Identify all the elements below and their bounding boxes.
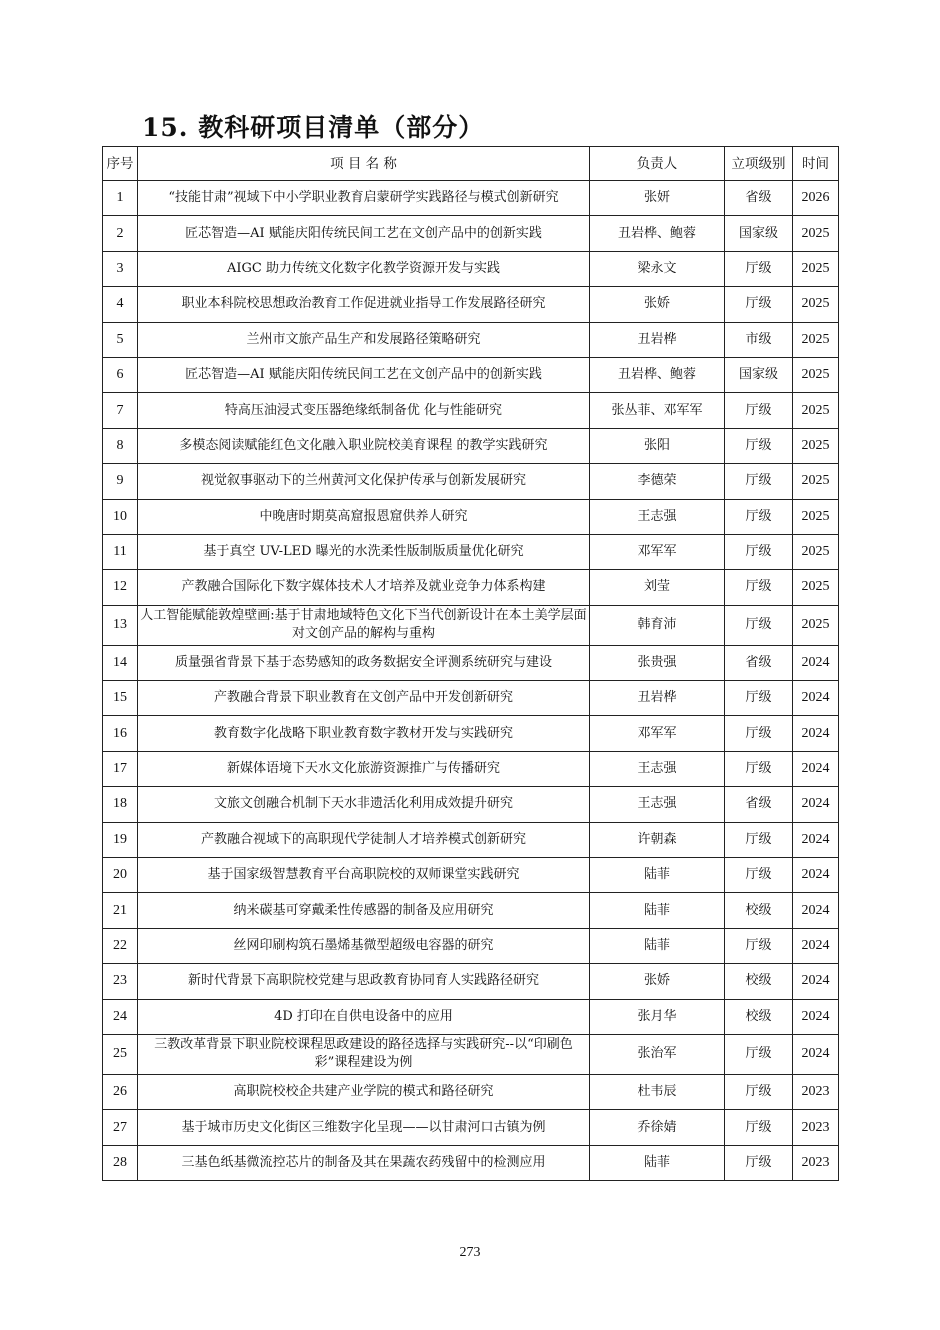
table-row xyxy=(103,357,839,392)
cell-no: 24 xyxy=(103,999,138,1034)
table-row xyxy=(103,464,839,499)
cell-title: 纳米碳基可穿戴柔性传感器的制备及应用研究 xyxy=(138,893,590,928)
cell-year: 2026 xyxy=(793,181,839,216)
page-heading: 15. 教科研项目清单（部分） xyxy=(142,113,485,142)
cell-title: 教育数字化战略下职业教育数字教材开发与实践研究 xyxy=(138,716,590,751)
cell-no: 16 xyxy=(103,716,138,751)
cell-title: 基于城市历史文化街区三维数字化呈现——以甘肃河口古镇为例 xyxy=(138,1110,590,1145)
cell-lead: 张娇 xyxy=(590,964,725,999)
cell-lead: 张治军 xyxy=(590,1034,725,1074)
cell-year: 2023 xyxy=(793,1110,839,1145)
cell-level: 厅级 xyxy=(725,751,793,786)
cell-title: 三教改革背景下职业院校课程思政建设的路径选择与实践研究--以“印刷色彩”课程建设为例 xyxy=(138,1034,590,1074)
cell-no: 28 xyxy=(103,1145,138,1180)
cell-title: 兰州市文旅产品生产和发展路径策略研究 xyxy=(138,322,590,357)
cell-year: 2025 xyxy=(793,287,839,322)
cell-title: 新时代背景下高职院校党建与思政教育协同育人实践路径研究 xyxy=(138,964,590,999)
cell-lead: 张丛菲、邓军军 xyxy=(590,393,725,428)
cell-level: 厅级 xyxy=(725,1074,793,1109)
cell-level: 国家级 xyxy=(725,216,793,251)
cell-level: 厅级 xyxy=(725,1145,793,1180)
cell-no: 18 xyxy=(103,787,138,822)
cell-year: 2024 xyxy=(793,964,839,999)
cell-level: 国家级 xyxy=(725,357,793,392)
cell-lead: 张娇 xyxy=(590,287,725,322)
cell-year: 2025 xyxy=(793,464,839,499)
cell-lead: 张贵强 xyxy=(590,645,725,680)
cell-year: 2024 xyxy=(793,645,839,680)
table-row xyxy=(103,751,839,786)
cell-title: 质量强省背景下基于态势感知的政务数据安全评测系统研究与建设 xyxy=(138,645,590,680)
cell-year: 2024 xyxy=(793,716,839,751)
cell-lead: 陆菲 xyxy=(590,928,725,963)
cell-lead: 王志强 xyxy=(590,787,725,822)
table-row xyxy=(103,393,839,428)
table-row xyxy=(103,928,839,963)
cell-level: 厅级 xyxy=(725,822,793,857)
cell-title: 基于真空 UV-LED 曝光的水洗柔性版制版质量优化研究 xyxy=(138,534,590,569)
cell-level: 市级 xyxy=(725,322,793,357)
cell-level: 厅级 xyxy=(725,393,793,428)
cell-year: 2025 xyxy=(793,570,839,605)
cell-no: 25 xyxy=(103,1034,138,1074)
cell-title: 新媒体语境下天水文化旅游资源推广与传播研究 xyxy=(138,751,590,786)
cell-title: 中晚唐时期莫高窟报恩窟供养人研究 xyxy=(138,499,590,534)
cell-year: 2024 xyxy=(793,999,839,1034)
table-row xyxy=(103,605,839,645)
table-row xyxy=(103,893,839,928)
table-row xyxy=(103,822,839,857)
cell-no: 10 xyxy=(103,499,138,534)
cell-level: 厅级 xyxy=(725,570,793,605)
cell-lead: 陆菲 xyxy=(590,1145,725,1180)
table-row xyxy=(103,716,839,751)
cell-level: 厅级 xyxy=(725,1034,793,1074)
table-body xyxy=(103,181,839,1181)
cell-lead: 张阳 xyxy=(590,428,725,463)
cell-title: 产教融合视域下的高职现代学徒制人才培养模式创新研究 xyxy=(138,822,590,857)
cell-year: 2025 xyxy=(793,534,839,569)
cell-year: 2024 xyxy=(793,928,839,963)
cell-title: 职业本科院校思想政治教育工作促进就业指导工作发展路径研究 xyxy=(138,287,590,322)
cell-no: 1 xyxy=(103,181,138,216)
cell-no: 12 xyxy=(103,570,138,605)
cell-no: 2 xyxy=(103,216,138,251)
table-row xyxy=(103,787,839,822)
cell-title: “技能甘肃”视域下中小学职业教育启蒙研学实践路径与模式创新研究 xyxy=(138,181,590,216)
cell-year: 2025 xyxy=(793,251,839,286)
cell-lead: 杜韦辰 xyxy=(590,1074,725,1109)
cell-no: 27 xyxy=(103,1110,138,1145)
table-row xyxy=(103,570,839,605)
header-no: 序号 xyxy=(103,147,138,181)
cell-lead: 王志强 xyxy=(590,751,725,786)
cell-level: 厅级 xyxy=(725,534,793,569)
header-year: 时间 xyxy=(793,147,839,181)
cell-year: 2024 xyxy=(793,751,839,786)
table-row xyxy=(103,322,839,357)
cell-lead: 许朝森 xyxy=(590,822,725,857)
project-table xyxy=(102,146,839,1181)
cell-level: 省级 xyxy=(725,645,793,680)
cell-no: 8 xyxy=(103,428,138,463)
cell-level: 厅级 xyxy=(725,928,793,963)
cell-level: 厅级 xyxy=(725,464,793,499)
cell-no: 9 xyxy=(103,464,138,499)
cell-no: 15 xyxy=(103,681,138,716)
cell-no: 14 xyxy=(103,645,138,680)
cell-lead: 李德荣 xyxy=(590,464,725,499)
cell-title: 高职院校校企共建产业学院的模式和路径研究 xyxy=(138,1074,590,1109)
table-row xyxy=(103,287,839,322)
cell-lead: 丑岩桦 xyxy=(590,681,725,716)
table-row xyxy=(103,1145,839,1180)
table-row xyxy=(103,216,839,251)
cell-title: AIGC 助力传统文化数字化教学资源开发与实践 xyxy=(138,251,590,286)
cell-year: 2023 xyxy=(793,1145,839,1180)
cell-title: 匠芯智造—AI 赋能庆阳传统民间工艺在文创产品中的创新实践 xyxy=(138,216,590,251)
table-row xyxy=(103,534,839,569)
table-row xyxy=(103,1034,839,1074)
cell-lead: 韩育沛 xyxy=(590,605,725,645)
cell-no: 21 xyxy=(103,893,138,928)
cell-no: 20 xyxy=(103,858,138,893)
table-row xyxy=(103,999,839,1034)
cell-title: 文旅文创融合机制下天水非遗活化利用成效提升研究 xyxy=(138,787,590,822)
header-lead: 负责人 xyxy=(590,147,725,181)
cell-year: 2024 xyxy=(793,787,839,822)
table-row xyxy=(103,428,839,463)
cell-title: 多模态阅读赋能红色文化融入职业院校美育课程 的教学实践研究 xyxy=(138,428,590,463)
cell-year: 2024 xyxy=(793,893,839,928)
cell-year: 2023 xyxy=(793,1074,839,1109)
cell-no: 19 xyxy=(103,822,138,857)
cell-year: 2025 xyxy=(793,393,839,428)
cell-title: 丝网印刷构筑石墨烯基微型超级电容器的研究 xyxy=(138,928,590,963)
cell-title: 匠芯智造—AI 赋能庆阳传统民间工艺在文创产品中的创新实践 xyxy=(138,357,590,392)
cell-title: 三基色纸基微流控芯片的制备及其在果蔬农药残留中的检测应用 xyxy=(138,1145,590,1180)
cell-title: 基于国家级智慧教育平台高职院校的双师课堂实践研究 xyxy=(138,858,590,893)
cell-no: 11 xyxy=(103,534,138,569)
cell-level: 厅级 xyxy=(725,858,793,893)
header-level: 立项级别 xyxy=(725,147,793,181)
cell-lead: 陆菲 xyxy=(590,858,725,893)
cell-title: 产教融合背景下职业教育在文创产品中开发创新研究 xyxy=(138,681,590,716)
cell-level: 省级 xyxy=(725,181,793,216)
cell-year: 2024 xyxy=(793,681,839,716)
cell-level: 厅级 xyxy=(725,428,793,463)
cell-lead: 丑岩桦、鲍蓉 xyxy=(590,216,725,251)
cell-level: 校级 xyxy=(725,964,793,999)
cell-lead: 丑岩桦 xyxy=(590,322,725,357)
cell-level: 厅级 xyxy=(725,1110,793,1145)
cell-lead: 乔徐婧 xyxy=(590,1110,725,1145)
cell-no: 26 xyxy=(103,1074,138,1109)
table-row xyxy=(103,858,839,893)
cell-lead: 邓军军 xyxy=(590,534,725,569)
cell-year: 2024 xyxy=(793,1034,839,1074)
cell-title: 特高压油浸式变压器绝缘纸制备优 化与性能研究 xyxy=(138,393,590,428)
cell-no: 7 xyxy=(103,393,138,428)
cell-title: 视觉叙事驱动下的兰州黄河文化保护传承与创新发展研究 xyxy=(138,464,590,499)
cell-level: 省级 xyxy=(725,787,793,822)
cell-no: 4 xyxy=(103,287,138,322)
cell-title: 人工智能赋能敦煌壁画:基于甘肃地域特色文化下当代创新设计在本土美学层面对文创产品的解构与重构 xyxy=(138,605,590,645)
cell-no: 5 xyxy=(103,322,138,357)
cell-year: 2025 xyxy=(793,322,839,357)
table-header-row xyxy=(103,147,839,181)
cell-level: 厅级 xyxy=(725,251,793,286)
cell-level: 厅级 xyxy=(725,681,793,716)
cell-lead: 丑岩桦、鲍蓉 xyxy=(590,357,725,392)
cell-year: 2025 xyxy=(793,216,839,251)
table-row xyxy=(103,964,839,999)
cell-level: 厅级 xyxy=(725,605,793,645)
header-title: 项 目 名 称 xyxy=(138,147,590,181)
table-row xyxy=(103,1074,839,1109)
cell-no: 3 xyxy=(103,251,138,286)
cell-lead: 张妍 xyxy=(590,181,725,216)
table-row xyxy=(103,1110,839,1145)
cell-level: 厅级 xyxy=(725,287,793,322)
cell-level: 厅级 xyxy=(725,499,793,534)
cell-no: 13 xyxy=(103,605,138,645)
cell-no: 6 xyxy=(103,357,138,392)
cell-lead: 王志强 xyxy=(590,499,725,534)
cell-lead: 陆菲 xyxy=(590,893,725,928)
cell-lead: 邓军军 xyxy=(590,716,725,751)
cell-level: 厅级 xyxy=(725,716,793,751)
cell-level: 校级 xyxy=(725,999,793,1034)
cell-year: 2025 xyxy=(793,499,839,534)
table-row xyxy=(103,499,839,534)
cell-year: 2025 xyxy=(793,605,839,645)
table-row xyxy=(103,181,839,216)
cell-no: 23 xyxy=(103,964,138,999)
cell-title: 4D 打印在自供电设备中的应用 xyxy=(138,999,590,1034)
cell-title: 产教融合国际化下数字媒体技术人才培养及就业竞争力体系构建 xyxy=(138,570,590,605)
cell-year: 2024 xyxy=(793,858,839,893)
cell-no: 22 xyxy=(103,928,138,963)
table-row xyxy=(103,645,839,680)
cell-lead: 梁永文 xyxy=(590,251,725,286)
cell-level: 校级 xyxy=(725,893,793,928)
page-number: 273 xyxy=(459,1245,481,1260)
cell-year: 2025 xyxy=(793,357,839,392)
cell-lead: 刘莹 xyxy=(590,570,725,605)
table-row xyxy=(103,251,839,286)
table-row xyxy=(103,681,839,716)
cell-year: 2024 xyxy=(793,822,839,857)
cell-no: 17 xyxy=(103,751,138,786)
cell-year: 2025 xyxy=(793,428,839,463)
cell-lead: 张月华 xyxy=(590,999,725,1034)
